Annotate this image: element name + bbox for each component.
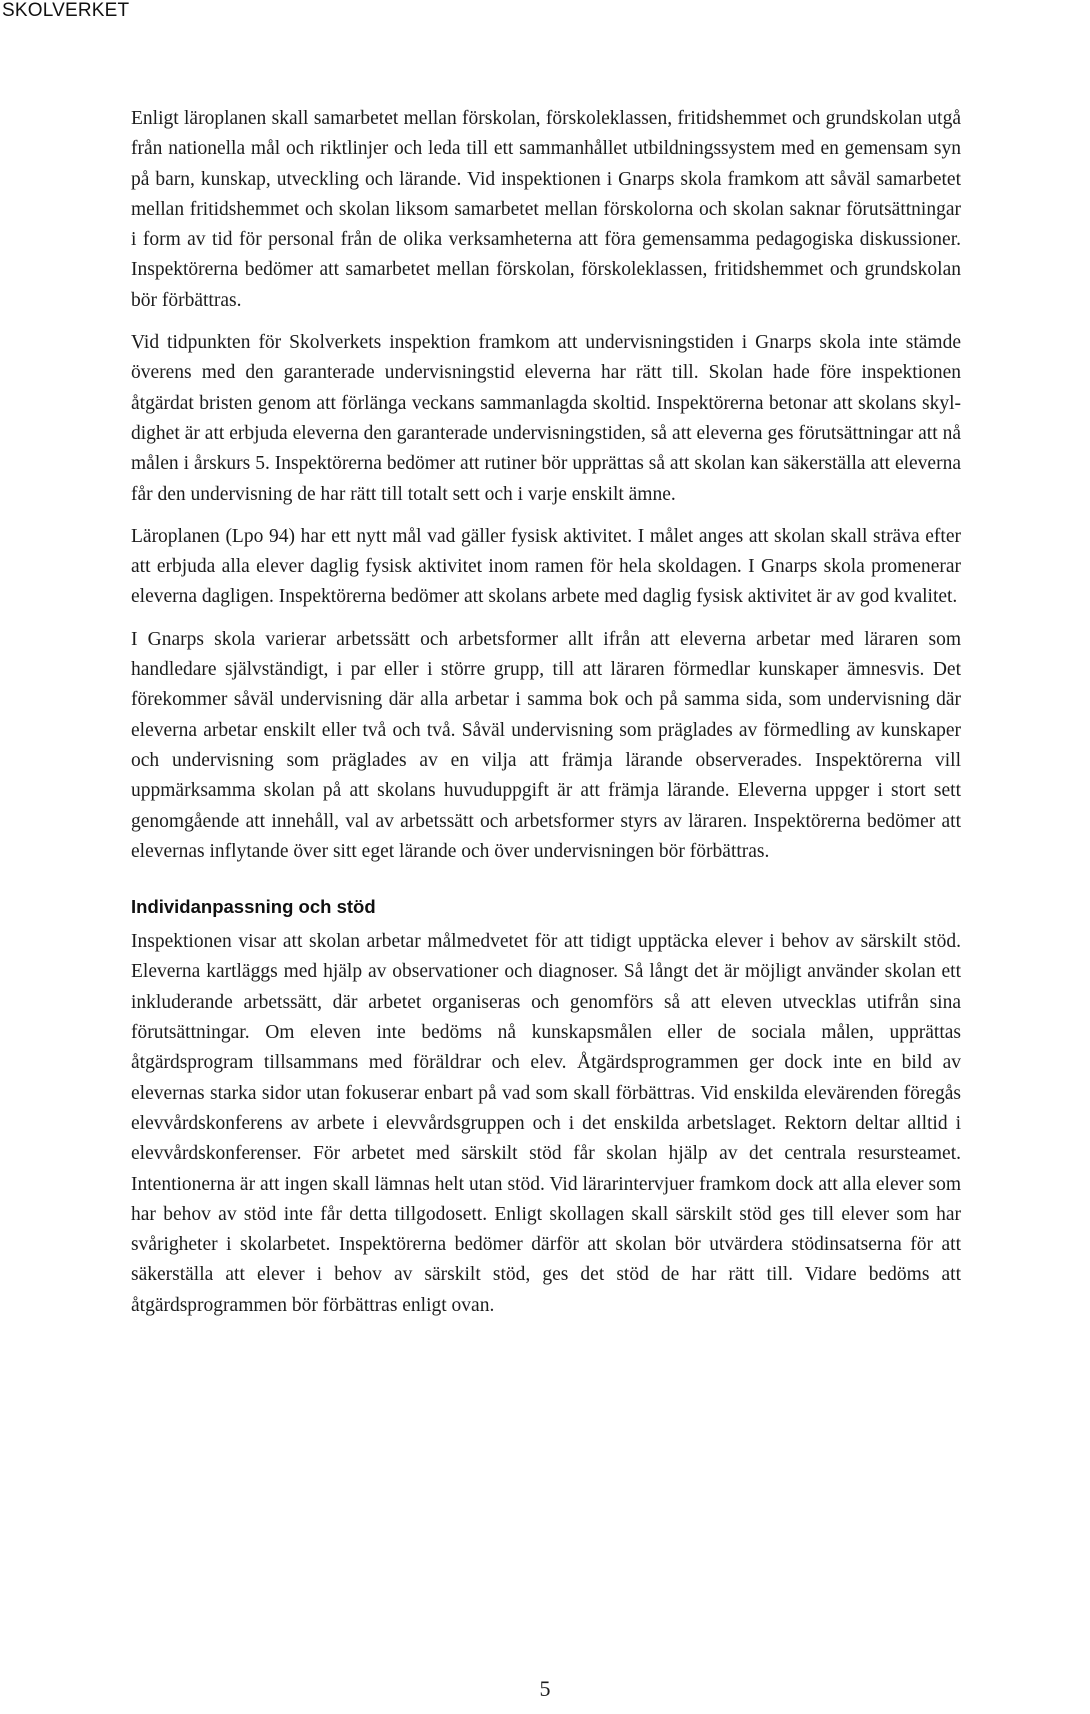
organization-header: SKOLVERKET [2,0,130,21]
section-heading: Individanpassning och stöd [131,896,376,918]
paragraph-teaching-time: Vid tidpunkten för Skolverkets inspektion framkom att undervisningstiden i Gnarps skola inte stämde överens med den garanterade undervisningstid eleverna har rätt till. Skolan hade före inspektionen åtgärdat bristen genom att förlänga veckans sammanlagda skoltid. Inspektörerna betonar att skolans skyldighet är att erbjuda eleverna den garanterade undervisningstiden, så att eleverna ges förutsättningar att nå målen i årskurs 5. Inspektörerna bedömer att rutiner bör upprättas så att skolan kan säkerställa att eleverna får den undervisning de har rätt till totalt sett och i varje enskilt ämne. [131,332,961,505]
paragraph-cooperation: Enligt läroplanen skall samarbetet mellan förskolan, förskoleklassen, fritidshemmet och grundskolan utgå från nationella mål och riktlinjer och leda till ett sammanhållet utbildningssystem med en gemensam syn på barn, kunskap, utveckling och lärande. Vid inspektionen i Gnarps skola framkom att såväl samarbetet mellan fritidshemmet och skolan liksom samarbetet mellan förskolorna och skolan saknar förutsättningar i form av tid för personal från de olika verksamheterna att föra gemensamma pedagogiska diskussioner. Inspektörerna bedömer att samarbetet mellan förskolan, förskoleklassen, fritidshemmet och grundskolan bör förbättras. [131,108,961,311]
paragraph-working-methods: I Gnarps skola varierar arbetssätt och arbetsformer allt ifrån att eleverna arbetar med läraren som handledare självständigt, i par eller i större grupp, till att läraren förmedlar kunskaper ämnesvis. Det förekommer såväl undervisning där alla arbetar i samma bok och på samma sida, som undervisning där eleverna arbetar enskilt eller två och två. Såväl undervisning som präglades av förmedling av kunskaper och undervisning som präglades av en vilja att främja lärande observerades. Inspektörerna vill uppmärksamma skolan på att skolans huvuduppgift är att främja lärande. Eleverna uppger i stort sett genomgående att innehåll, val av arbetssätt och arbetsformer styrs av läraren. Inspektörerna bedömer att elevernas inflytande över sitt eget lärande och över undervisningen bör förbättras. [131,628,961,862]
paragraph-physical-activity: Läroplanen (Lpo 94) har ett nytt mål vad gäller fysisk aktivitet. I målet anges att skolan skall sträva efter att erbjuda alla elever daglig fysisk aktivitet inom ramen för hela skoldagen. I Gnarps skola promenerar eleverna dagligen. Inspektörerna bedömer att skolans arbete med daglig fysisk aktivitet är av god kvalitet. [131,525,961,608]
document-body [131,104,961,1333]
page-number: 5 [539,1676,551,1701]
paragraph-special-support: Inspektionen visar att skolan arbetar målmedvetet för att tidigt upptäcka elever i behov av särskilt stöd. Eleverna kartläggs med hjälp av observationer och diagnoser. Så långt det är möjligt använder skolan ett inkluderande arbetssätt, där arbetet organiseras och genomförs så att eleven utvecklas utifrån sina förutsättningar. Om eleven inte bedöms nå kunskapsmålen eller de sociala målen, upprättas åtgärdsprogram tillsammans med föräldrar och elev. Åtgärdsprogrammen ger dock inte en bild av elevernas starka sidor utan fokuserar enbart på vad som skall förbättras. Vid enskilda elevärenden föregås elevvårdskonferens av arbete i elevvårdsgruppen och i det enskilda arbetslaget. Rektorn deltar alltid i elevvårdskonferenser. För arbetet med särskilt stöd får skolan hjälp av det centrala resursteamet. Intentionerna är att ingen skall lämnas helt utan stöd. Vid lärarintervjuer framkom dock att alla elever som har behov av stöd inte får detta tillgodosett. Enligt skollagen skall särskilt stöd ges till elever som har svårigheter i skolarbetet. Inspektörerna bedömer därför att skolan bör utvärdera stödinsatserna för att säkerställa att elever i behov av särskilt stöd, ges det stöd de har rätt till. Vidare bedöms att åtgärdsprogrammen bör förbättras enligt ovan. [131,931,961,1316]
